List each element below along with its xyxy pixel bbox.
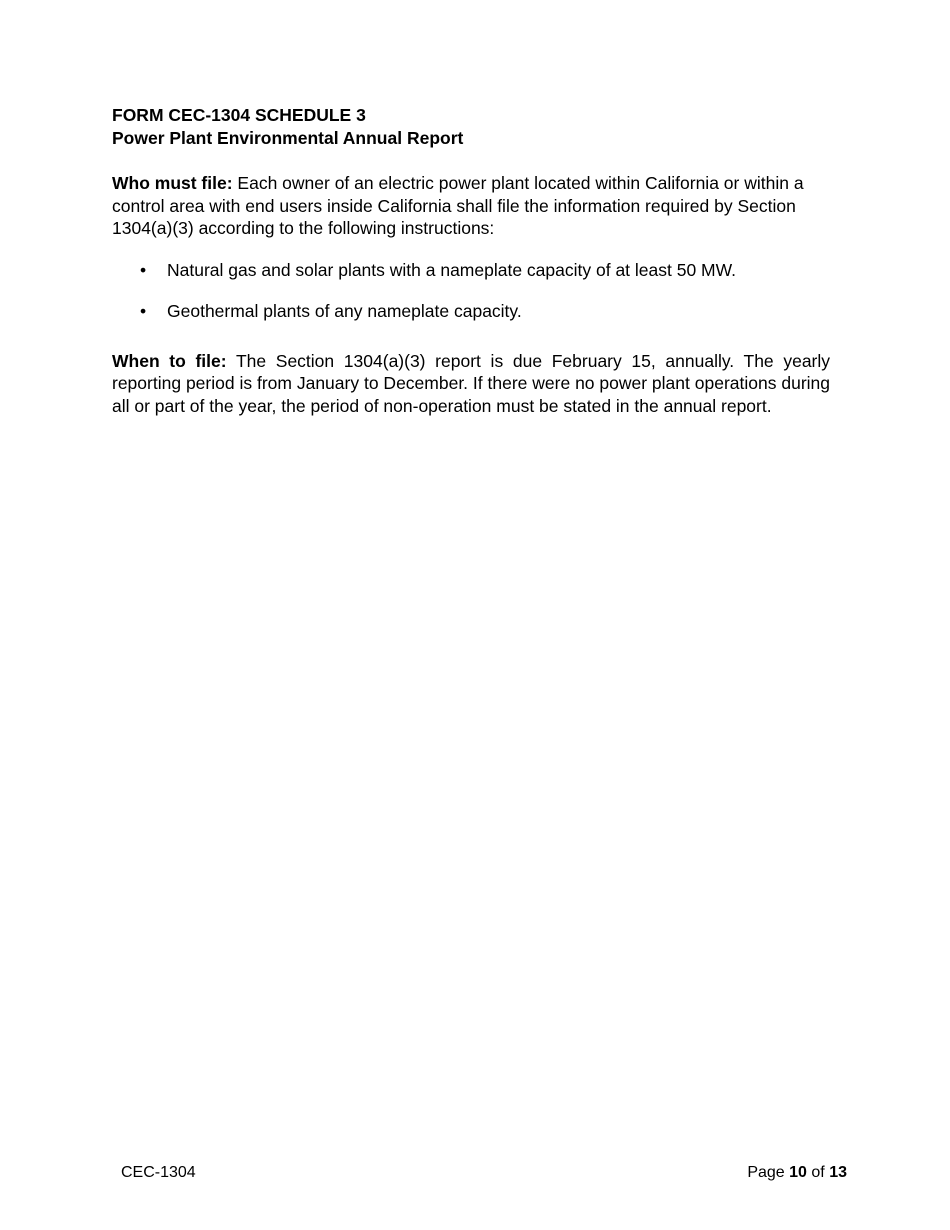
list-item [112,300,830,323]
bullet-icon: • [140,259,147,280]
when-to-file-text: The Section 1304(a)(3) report is due February 15, annually. The yearly reporting period is from January to December. If there were no power plant operations during all or part of the year, the period of non-operation must be stated in the annual report. [112,350,831,416]
current-page: 10 [789,1164,807,1181]
when-to-file-paragraph [112,350,830,418]
list-item-text: Natural gas and solar plants with a nameplate capacity of at least 50 MW. [167,259,737,280]
who-must-file-text: Each owner of an electric power plant located within California or within a control area with end users inside California shall file the information required by Section 1304(a)(3) according to the following instructions: [112,173,804,238]
of-label: of [811,1164,825,1181]
footer-page-number [747,1163,847,1183]
page-label: Page [747,1164,785,1181]
total-pages: 13 [829,1164,847,1181]
form-title: FORM CEC-1304 SCHEDULE 3 [112,105,366,125]
report-title: Power Plant Environmental Annual Report [112,127,464,148]
who-must-file-paragraph [112,172,830,240]
footer-form-code: CEC-1304 [121,1164,196,1181]
page-content [112,104,830,417]
list-item [112,259,830,282]
list-item-text: Geothermal plants of any nameplate capacity. [167,301,522,321]
when-to-file-lead: When to file: [112,350,227,371]
bullet-icon: • [140,301,147,321]
who-must-file-lead: Who must file: [112,173,233,193]
filing-criteria-list [112,259,830,323]
